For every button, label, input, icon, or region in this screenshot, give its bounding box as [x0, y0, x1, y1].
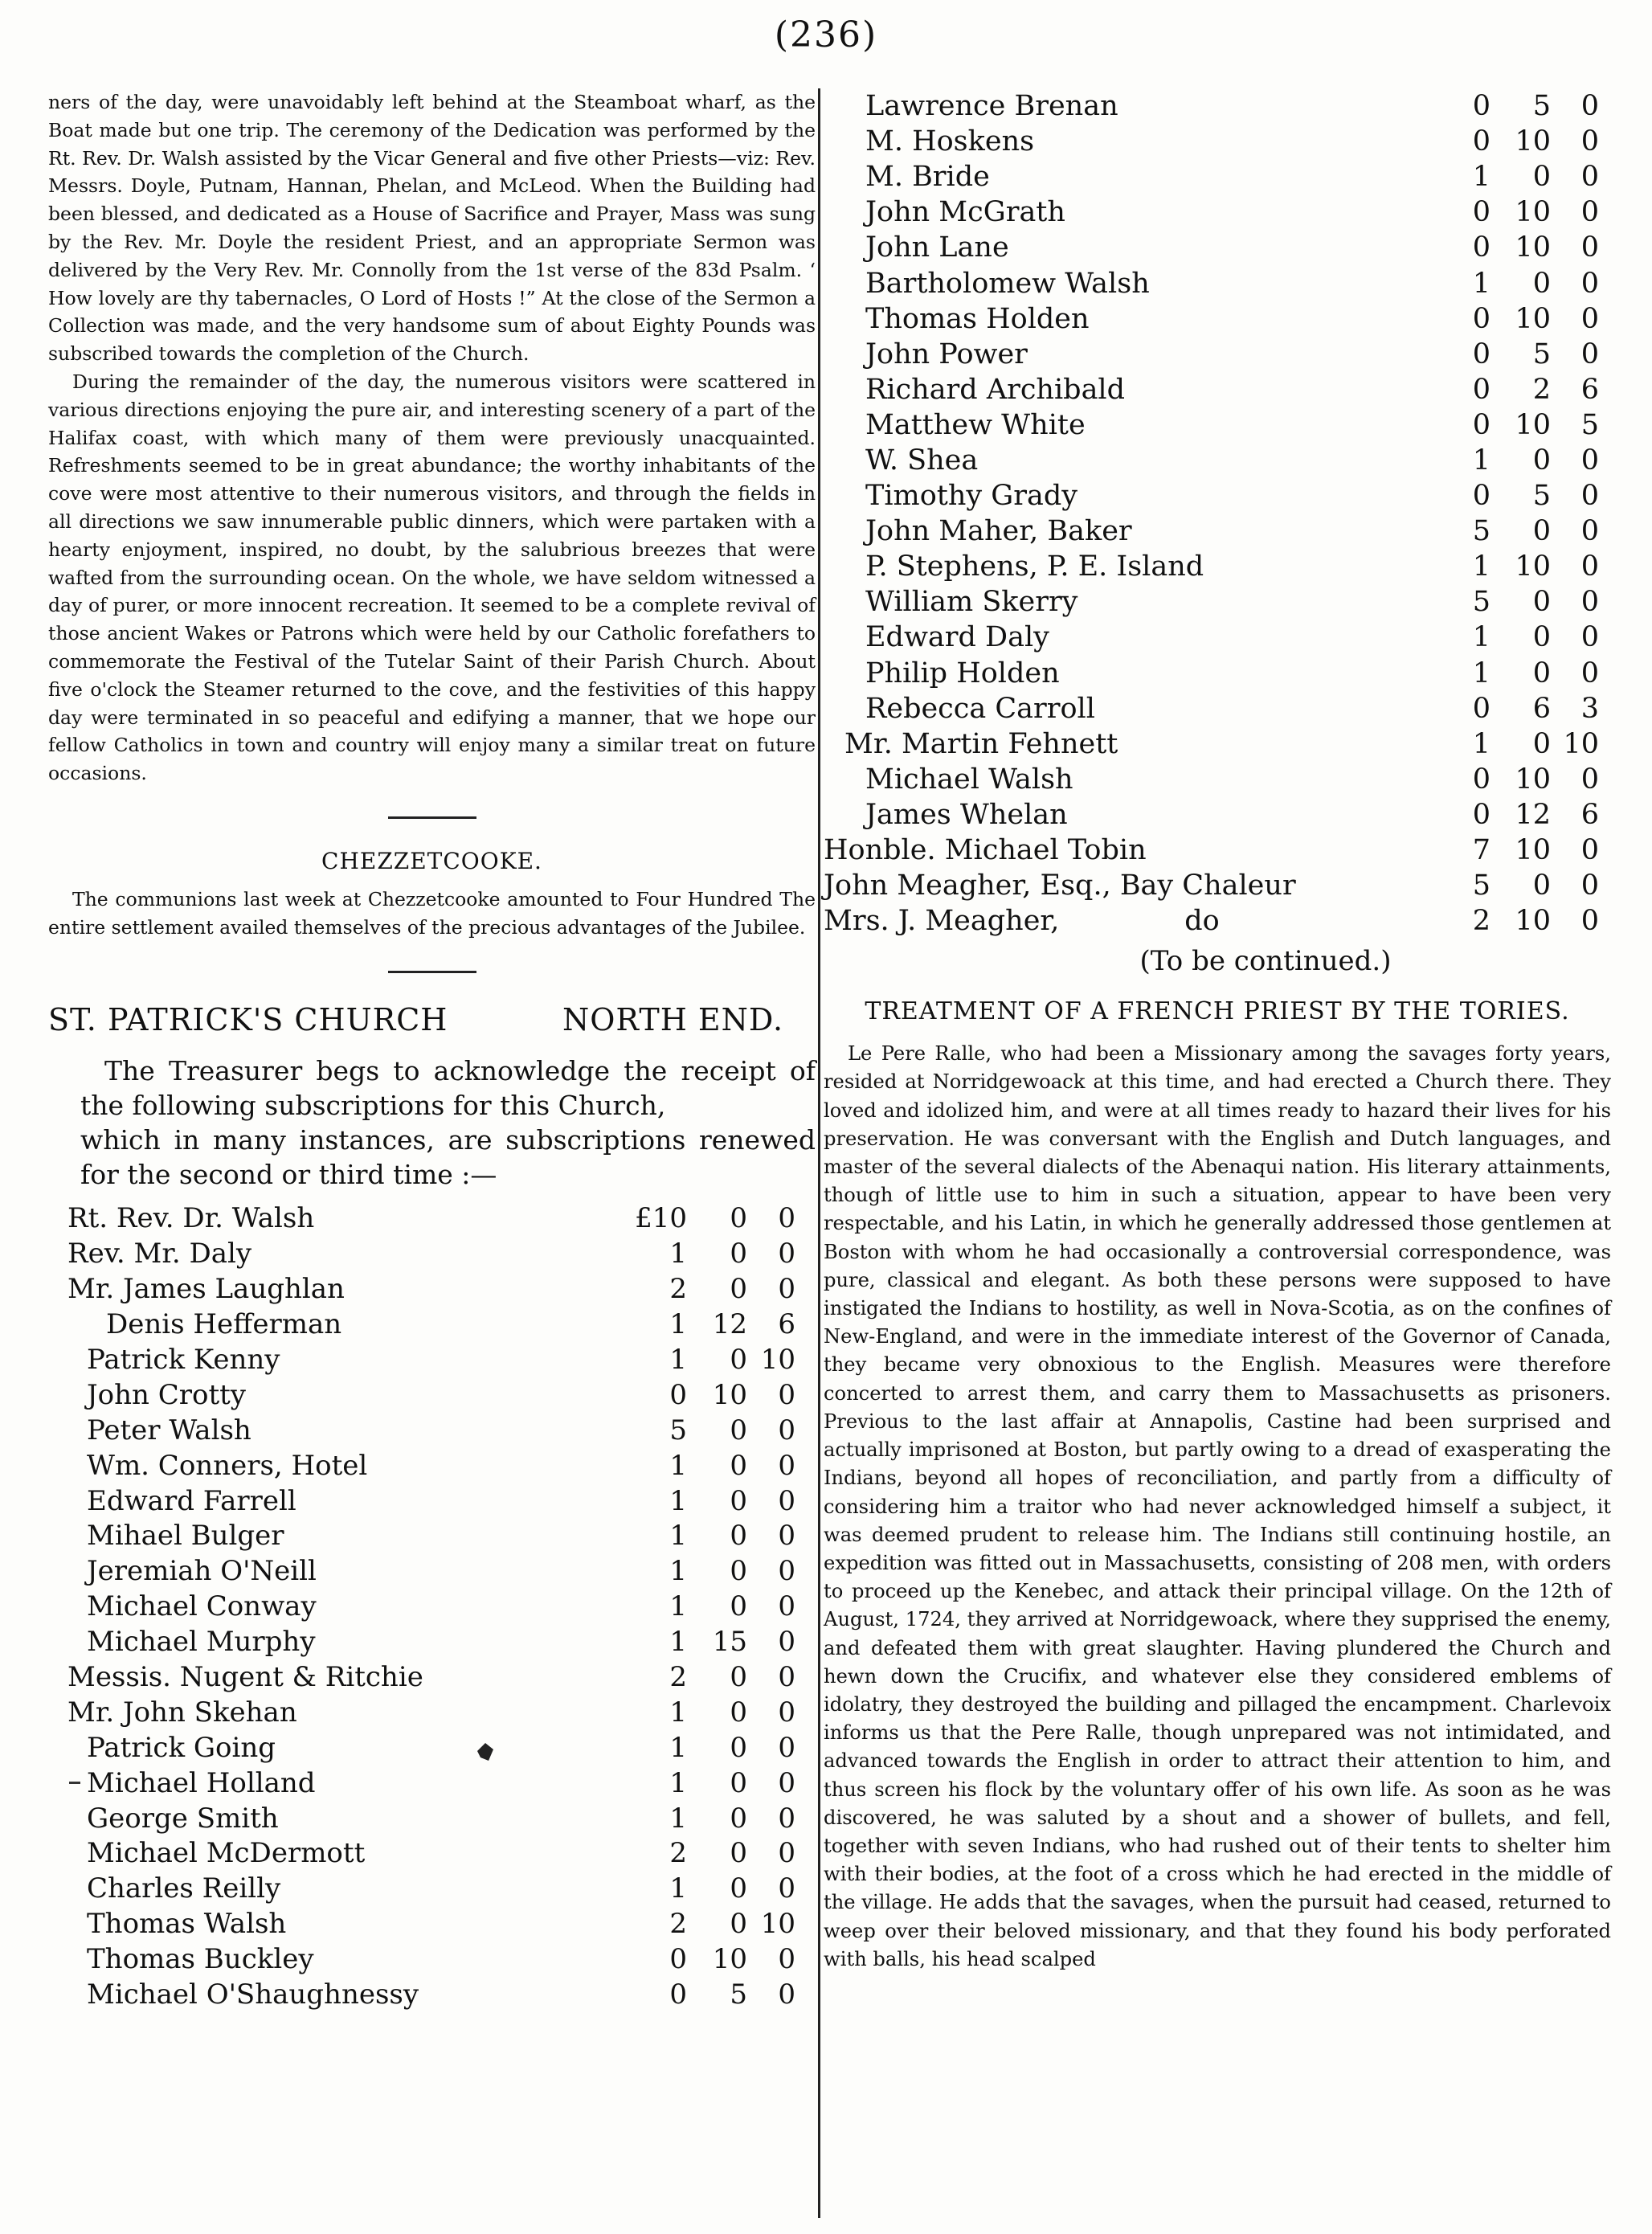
subscriber-row — [48, 1977, 795, 2012]
amount-pence: 0 — [1580, 763, 1599, 796]
amount-shillings: 10 — [712, 1378, 747, 1411]
amount-pounds: 1 — [1472, 727, 1490, 760]
amount-shillings: 0 — [730, 1414, 747, 1446]
amount-pence: 0 — [778, 1872, 795, 1905]
amount-pence: 0 — [1580, 444, 1599, 477]
amount-shillings: 10 — [1515, 302, 1551, 335]
subscriber-name: P. Stephens, P. E. Island — [865, 550, 1204, 583]
amount-pounds: 5 — [1472, 869, 1490, 902]
subscriber-name: M. Hoskens — [865, 125, 1035, 158]
amount-pence: 0 — [1580, 161, 1599, 194]
amount-pence: 0 — [778, 1238, 795, 1270]
chezzetcooke-text: The communions last week at Chezzetcooke amounted to Four Hundred The entire settlement availed themselves of the precious advantages of the Jubilee. — [48, 887, 816, 939]
subscriber-row — [48, 1871, 795, 1906]
subscriber-row — [48, 1624, 795, 1659]
to-be-continued: (To be continued.) — [1139, 945, 1392, 978]
subscriber-row — [48, 1589, 795, 1624]
subscriber-row — [824, 584, 1599, 620]
subscriber-row — [48, 1906, 795, 1941]
amount-pounds: 5 — [669, 1414, 687, 1446]
subscriber-row — [824, 691, 1599, 726]
subscriber-name: Lawrence Brenan — [865, 90, 1118, 123]
amount-pence: 0 — [778, 1555, 795, 1588]
subscriber-row — [48, 1659, 795, 1695]
amount-pounds: 2 — [669, 1837, 687, 1870]
subscriber-name: Michael McDermott — [87, 1837, 366, 1870]
subscriber-row — [824, 868, 1599, 903]
subscriber-row — [824, 443, 1599, 478]
amount-pence: 3 — [1580, 692, 1599, 725]
amount-pence: 0 — [778, 1802, 795, 1835]
subscriber-name: Peter Walsh — [87, 1414, 251, 1446]
subscriber-row — [48, 1377, 795, 1413]
subscriber-name: Matthew White — [865, 408, 1086, 441]
amount-shillings: 5 — [1532, 90, 1551, 123]
amount-shillings: 0 — [730, 1837, 747, 1870]
amount-pence: 0 — [778, 1837, 795, 1870]
amount-pence: 0 — [1580, 869, 1599, 902]
subscriber-row — [824, 726, 1599, 762]
subscriber-name: Messis. Nugent & Ritchie — [67, 1661, 423, 1694]
amount-pence: 0 — [778, 1449, 795, 1482]
church-intro-rest: which in many instances, are subscriptions renewed for the second or third time :— — [80, 1123, 816, 1190]
subscriber-row — [48, 1307, 795, 1342]
amount-shillings: 0 — [730, 1555, 747, 1588]
amount-pence: 0 — [778, 1696, 795, 1729]
subscriber-name: Richard Archibald — [865, 373, 1126, 406]
amount-shillings: 0 — [730, 1696, 747, 1729]
amount-shillings: 5 — [1532, 338, 1551, 370]
subscriber-row — [824, 620, 1599, 655]
subscriber-name: William Skerry — [865, 586, 1078, 619]
amount-pounds: 0 — [1472, 125, 1490, 158]
subscriber-name: George Smith — [87, 1802, 279, 1835]
subscriber-name: John McGrath — [865, 196, 1065, 229]
subscriber-list-right — [824, 88, 1599, 939]
subscriber-name: Charles Reilly — [87, 1872, 281, 1905]
amount-pence: 0 — [1580, 196, 1599, 229]
amount-pence: 0 — [778, 1731, 795, 1764]
subscriber-name: John Maher, Baker — [865, 515, 1132, 548]
amount-pence: 0 — [1580, 515, 1599, 548]
amount-shillings: 0 — [1532, 586, 1551, 619]
amount-shillings: 5 — [1532, 480, 1551, 513]
amount-shillings: 10 — [1515, 905, 1551, 938]
amount-shillings: 0 — [730, 1872, 747, 1905]
amount-pounds: 2 — [669, 1908, 687, 1941]
subscriber-row — [48, 1236, 795, 1271]
subscriber-name: Honble. Michael Tobin — [824, 834, 1147, 867]
amount-pounds: 5 — [1472, 586, 1490, 619]
amount-shillings: 10 — [1515, 763, 1551, 796]
amount-pence: 0 — [778, 1766, 795, 1799]
amount-pounds: 1 — [1472, 657, 1490, 689]
amount-shillings: 10 — [1515, 125, 1551, 158]
dedication-paragraph-2: During the remainder of the day, the numerous visitors were scattered in various directions enjoying the pure air, and interesting scenery of a part of the Halifax coast, with which many of them were previously unacquainted. Refreshments seemed to be in great abundance; the worthy inhabitants of the cove were most attentive to their numerous visitors, and through the fields in all directions we saw innumerable public dinners, which were partaken with a hearty enjoyment, inspired, no doubt, by the salubrious breezes that were wafted from the surrounding ocean. On the whole, we have seldom witnessed a day of purer, or more innocent recreation. It seemed to be a complete revival of those ancient Wakes or Patrons which were held by our Catholic forefathers to commemorate the Festival of the Tutelar Saint of their Parish Church. About five o'clock the Steamer returned to the cove, and the festivities of this happy day were terminated in so peaceful and edifying a manner, that we hope our fellow Catholics in town and country will enjoy many a similar treat on future occasions. — [48, 370, 816, 785]
subscriber-name: Michael Holland — [87, 1766, 316, 1799]
amount-pounds: 1 — [1472, 550, 1490, 583]
church-intro-line1: The Treasurer begs to acknowledge the receipt of the following subscriptions for this Church, — [80, 1054, 816, 1121]
amount-pence: 0 — [1580, 302, 1599, 335]
subscriber-name: Mr. Martin Fehnett — [844, 727, 1118, 760]
subscriber-row — [824, 478, 1599, 513]
subscriber-name: Michael O'Shaughnessy — [87, 1978, 419, 2011]
amount-shillings: 0 — [730, 1344, 747, 1377]
subscriber-row — [824, 656, 1599, 691]
chezzetcooke-title: CHEZZETCOOKE. — [321, 847, 542, 874]
amount-shillings: 0 — [730, 1661, 747, 1694]
subscriber-row — [48, 1836, 795, 1872]
subscriber-row — [48, 1413, 795, 1448]
amount-pounds: 2 — [669, 1661, 687, 1694]
subscriber-name: James Whelan — [865, 798, 1068, 831]
priest-article-title: TREATMENT OF A FRENCH PRIEST BY THE TORIES. — [865, 997, 1570, 1026]
subscriber-name: Patrick Kenny — [87, 1344, 280, 1377]
amount-pounds: 0 — [1472, 692, 1490, 725]
subscriber-list-left — [48, 1201, 795, 2012]
amount-pounds: 0 — [1472, 763, 1490, 796]
subscriber-name: John Power — [865, 338, 1028, 370]
subscriber-row — [824, 833, 1599, 868]
subscriber-row — [48, 1730, 795, 1766]
amount-shillings: 0 — [730, 1520, 747, 1553]
subscriber-row — [48, 1448, 795, 1483]
column-divider — [818, 88, 820, 2218]
subscriber-name: Rt. Rev. Dr. Walsh — [67, 1202, 315, 1235]
amount-shillings: 0 — [1532, 727, 1551, 760]
amount-shillings: 0 — [1532, 869, 1551, 902]
subscriber-row — [48, 1519, 795, 1554]
amount-pence: 0 — [1580, 586, 1599, 619]
amount-pounds: 1 — [1472, 621, 1490, 654]
subscriber-row — [824, 124, 1599, 159]
subscriber-row — [48, 1201, 795, 1237]
amount-pounds: 0 — [1472, 90, 1490, 123]
amount-shillings: 0 — [730, 1238, 747, 1270]
church-intro — [80, 1054, 816, 1192]
subscriber-row — [824, 159, 1599, 194]
amount-shillings: 10 — [1515, 834, 1551, 867]
subscriber-name: Denis Hefferman — [106, 1308, 342, 1341]
amount-shillings: 6 — [1532, 692, 1551, 725]
amount-pounds: 1 — [669, 1872, 687, 1905]
amount-pounds: 0 — [1472, 373, 1490, 406]
subscriber-name: Michael Murphy — [87, 1626, 316, 1659]
amount-pence: 0 — [1580, 480, 1599, 513]
amount-pence: 0 — [778, 1661, 795, 1694]
subscriber-row — [48, 1553, 795, 1589]
subscriber-name: M. Bride — [865, 161, 990, 194]
subscriber-name: Edward Daly — [865, 621, 1049, 654]
amount-shillings: 15 — [712, 1626, 747, 1659]
amount-pounds: 2 — [1472, 905, 1490, 938]
amount-pounds: £10 — [635, 1202, 687, 1235]
amount-pence: 5 — [1580, 408, 1599, 441]
amount-pounds: 0 — [1472, 231, 1490, 264]
subscriber-row — [824, 549, 1599, 584]
amount-pence: 0 — [778, 1414, 795, 1446]
right-column — [824, 88, 1611, 1974]
amount-pounds: 1 — [669, 1766, 687, 1799]
amount-pounds: 1 — [669, 1731, 687, 1764]
amount-pounds: 0 — [1472, 196, 1490, 229]
subscriber-row — [48, 1483, 795, 1519]
amount-pence: 0 — [1580, 657, 1599, 689]
amount-shillings: 2 — [1532, 373, 1551, 406]
amount-shillings: 0 — [1532, 161, 1551, 194]
subscriber-name: Michael Walsh — [865, 763, 1073, 796]
section-rule — [388, 971, 476, 973]
amount-shillings: 0 — [730, 1273, 747, 1306]
amount-shillings: 0 — [730, 1590, 747, 1623]
amount-pence: 6 — [1580, 373, 1599, 406]
priest-article — [824, 998, 1611, 1974]
chezzetcooke-article — [48, 848, 816, 942]
amount-shillings: 10 — [1515, 550, 1551, 583]
subscriber-name: Jeremiah O'Neill — [87, 1555, 317, 1588]
amount-pounds: 1 — [669, 1555, 687, 1588]
amount-pence: 0 — [1580, 621, 1599, 654]
amount-pounds: 0 — [669, 1978, 687, 2011]
subscriber-name: Thomas Walsh — [87, 1908, 287, 1941]
subscriber-row — [48, 1695, 795, 1730]
amount-pence: 0 — [1580, 905, 1599, 938]
amount-pounds: 1 — [669, 1626, 687, 1659]
priest-article-text: Le Pere Ralle, who had been a Missionary among the savages forty years, resided at Norridgewoack at this time, and had erected a Church there. They loved and idolized him, and were at all times ready to hazard their lives for his preservation. He was conversant with the English and Dutch languages, and master of the several dialects of the Abenaqui nation. His literary attainments, though of little use to him in such a situation, appear to have been very respectable, and his Latin, in which he generally addressed those gentlemen at Boston with whom he had occasionally a controversial correspondence, was pure, classical and elegant. As both these persons were supposed to have instigated the Indians to hostility, as well in Nova-Scotia, as on the confines of New-England, and were in the immediate interest of the Governor of Canada, they became very obnoxious to the English. Measures were therefore concerted to arrest them, and carry them to Massachusetts as prisoners. Previous to the last affair at Annapolis, Castine had been surprised and actually imprisoned at Boston, but partly owing to a dread of exasperating the Indians, beyond all hopes of reconciliation, and partly from a difficulty of considering him a traitor who had never acknowledged himself a subject, it was deemed prudent to release him. The Indians still continuing hostile, an expedition was fitted out in Massachusetts, consisting of 208 men, with orders to proceed up the Kenebec, and attack their principal village. On the 12th of August, 1724, they arrived at Norridgewoack, where they supprised the enemy, and defeated them with great slaughter. Having plundered the Church and hewn down the Crucifix, and whatever else they considered emblems of idolatry, they destroyed the building and pillaged the encampment. Charlevoix informs us that the Pere Ralle, though unprepared was not intimidated, and advanced towards the English in order to attract their attention to him, and thus screen his flock by the voluntary offer of his own life. As soon as he was discovered, he was saluted by a shout and a shower of bullets, and fell, together with seven Indians, who had rushed out of their tents to shelter him with their bodies, at the foot of a cross which he had erected in the middle of the village. He adds that the savages, when the pursuit had ceased, returned to weep over their beloved missionary, and that they found his body perforated with balls, his head scalped — [824, 1042, 1611, 1970]
ink-mark — [67, 1780, 84, 1786]
amount-pence: 0 — [778, 1484, 795, 1517]
amount-pounds: 7 — [1472, 834, 1490, 867]
subscriber-name: Rebecca Carroll — [865, 692, 1095, 725]
subscriber-row — [824, 407, 1599, 443]
amount-shillings: 5 — [730, 1978, 747, 2011]
amount-pounds: 2 — [669, 1273, 687, 1306]
amount-shillings: 10 — [1515, 231, 1551, 264]
amount-pence: 0 — [778, 1378, 795, 1411]
amount-shillings: 12 — [712, 1308, 747, 1341]
amount-pence: 0 — [778, 1590, 795, 1623]
amount-shillings: 10 — [712, 1943, 747, 1976]
amount-pence: 0 — [778, 1520, 795, 1553]
amount-shillings: 10 — [1515, 196, 1551, 229]
page-number: (236) — [774, 14, 878, 55]
amount-pence: 0 — [1580, 90, 1599, 123]
amount-shillings: 0 — [730, 1802, 747, 1835]
amount-pounds: 5 — [1472, 515, 1490, 548]
amount-shillings: 0 — [730, 1484, 747, 1517]
amount-pounds: 0 — [669, 1943, 687, 1976]
subscriber-row — [824, 903, 1599, 939]
subscriber-name: Mr. John Skehan — [67, 1696, 297, 1729]
amount-pounds: 1 — [669, 1696, 687, 1729]
amount-pounds: 1 — [669, 1520, 687, 1553]
subscriber-name: Mihael Bulger — [87, 1520, 284, 1553]
amount-pounds: 0 — [669, 1378, 687, 1411]
amount-pence: 0 — [1580, 550, 1599, 583]
amount-pence: 10 — [760, 1344, 795, 1377]
amount-pence: 0 — [1580, 231, 1599, 264]
church-title-name: ST. PATRICK'S CHURCH — [48, 1001, 448, 1037]
amount-pounds: 1 — [669, 1802, 687, 1835]
subscriber-name: Bartholomew Walsh — [865, 267, 1150, 300]
amount-pence: 6 — [1580, 798, 1599, 831]
subscriber-name: Michael Conway — [87, 1590, 317, 1623]
amount-shillings: 0 — [1532, 621, 1551, 654]
subscriber-row — [48, 1271, 795, 1307]
subscriber-row — [48, 1801, 795, 1836]
subscriber-row — [824, 230, 1599, 265]
subscriber-name: Edward Farrell — [87, 1484, 296, 1517]
left-column — [48, 88, 816, 2012]
amount-shillings: 0 — [730, 1766, 747, 1799]
church-subscriptions — [48, 1002, 816, 2012]
church-title — [48, 1002, 816, 1037]
subscriber-name: John Crotty — [87, 1378, 246, 1411]
subscriber-row — [824, 194, 1599, 230]
amount-pence: 10 — [760, 1908, 795, 1941]
subscriber-name: Philip Holden — [865, 657, 1060, 689]
subscriber-row — [824, 265, 1599, 301]
ink-blot — [474, 1740, 498, 1764]
subscriber-name: Thomas Buckley — [87, 1943, 314, 1976]
amount-pounds: 1 — [1472, 444, 1490, 477]
subscriber-row — [824, 762, 1599, 797]
amount-pence: 0 — [778, 1943, 795, 1976]
subscriber-name: W. Shea — [865, 444, 979, 477]
subscriber-name: Mr. James Laughlan — [67, 1273, 345, 1306]
amount-pounds: 0 — [1472, 338, 1490, 370]
amount-pounds: 0 — [1472, 798, 1490, 831]
amount-pounds: 1 — [669, 1590, 687, 1623]
subscriber-row — [48, 1941, 795, 1977]
subscriber-row — [48, 1342, 795, 1377]
amount-shillings: 0 — [1532, 515, 1551, 548]
subscriber-name: Mrs. J. Meagher, do — [824, 905, 1220, 938]
amount-pounds: 1 — [669, 1484, 687, 1517]
subscriber-row — [824, 88, 1599, 124]
dedication-article — [48, 88, 816, 788]
subscriber-name: Patrick Going — [87, 1731, 276, 1764]
amount-pence: 0 — [778, 1978, 795, 2011]
subscriber-row — [824, 513, 1599, 549]
amount-pounds: 1 — [1472, 267, 1490, 300]
amount-pounds: 0 — [1472, 480, 1490, 513]
subscriber-row — [824, 337, 1599, 372]
subscriber-row — [824, 372, 1599, 407]
dedication-paragraph-1: ners of the day, were unavoidably left behind at the Steamboat wharf, as the Boat made but one trip. The ceremony of the Dedication was performed by the Rt. Rev. Dr. Walsh assisted by the Vicar General and five other Priests—viz: Rev. Messrs. Doyle, Putnam, Hannan, Phelan, and McLeod. When the Building had been blessed, and dedicated as a House of Sacrifice and Prayer, Mass was sung by the Rev. Mr. Doyle the resident Priest, and an appropriate Sermon was delivered by the Very Rev. Mr. Connolly from the 1st verse of the 83d Psalm. ‘ How lovely are thy tabernacles, O Lord of Hosts !” At the close of the Sermon a Collection was made, and the very handsome sum of about Eighty Pounds was subscribed towards the completion of the Church. — [48, 91, 816, 366]
amount-pounds: 0 — [1472, 408, 1490, 441]
amount-pounds: 1 — [669, 1449, 687, 1482]
subscriber-name: Timothy Grady — [865, 480, 1078, 513]
amount-pence: 0 — [1580, 338, 1599, 370]
subscriber-name: John Meagher, Esq., Bay Chaleur — [824, 869, 1296, 902]
amount-shillings: 0 — [730, 1449, 747, 1482]
amount-pounds: 1 — [1472, 161, 1490, 194]
amount-pence: 0 — [778, 1626, 795, 1659]
amount-shillings: 0 — [1532, 444, 1551, 477]
amount-shillings: 0 — [730, 1908, 747, 1941]
amount-pence: 0 — [778, 1273, 795, 1306]
subscriber-name: Thomas Holden — [865, 302, 1090, 335]
subscriber-row — [824, 301, 1599, 337]
amount-pence: 0 — [1580, 125, 1599, 158]
amount-shillings: 0 — [730, 1731, 747, 1764]
amount-pence: 10 — [1563, 727, 1599, 760]
amount-pounds: 1 — [669, 1238, 687, 1270]
amount-shillings: 12 — [1515, 798, 1551, 831]
amount-pounds: 1 — [669, 1308, 687, 1341]
amount-pence: 6 — [778, 1308, 795, 1341]
amount-shillings: 0 — [730, 1202, 747, 1235]
amount-pence: 0 — [1580, 834, 1599, 867]
amount-pence: 0 — [1580, 267, 1599, 300]
subscriber-name: John Lane — [865, 231, 1009, 264]
amount-shillings: 0 — [1532, 657, 1551, 689]
amount-shillings: 10 — [1515, 408, 1551, 441]
subscriber-row — [48, 1766, 795, 1801]
amount-pounds: 1 — [669, 1344, 687, 1377]
amount-pounds: 0 — [1472, 302, 1490, 335]
amount-pence: 0 — [778, 1202, 795, 1235]
subscriber-name: Rev. Mr. Daly — [67, 1238, 252, 1270]
section-rule — [388, 816, 476, 819]
subscriber-row — [824, 797, 1599, 833]
subscriber-name: Wm. Conners, Hotel — [87, 1449, 368, 1482]
church-title-location: NORTH END. — [562, 1001, 784, 1037]
amount-shillings: 0 — [1532, 267, 1551, 300]
